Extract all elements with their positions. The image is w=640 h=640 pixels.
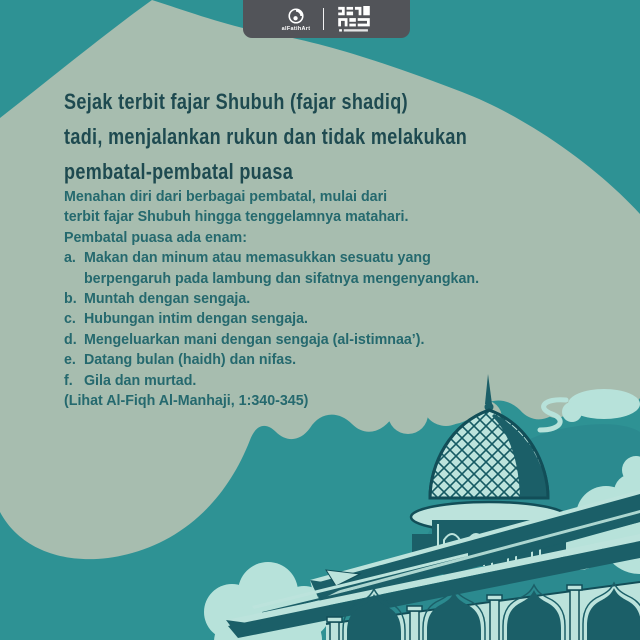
citation: (Lihat Al-Fiqh Al-Manhaji, 1:340-345) bbox=[64, 392, 309, 410]
list-item-text: Mengeluarkan mani dengan sengaja (al-istimnaa’). bbox=[83, 330, 425, 348]
list-item-d bbox=[64, 330, 479, 350]
list-letter: c. bbox=[64, 310, 76, 328]
list-item-text: Gila dan murtad. bbox=[83, 371, 197, 389]
heading-line-2: tadi, menjalankan rukun dan tidak melakukan bbox=[64, 124, 468, 149]
list-item-text: Makan dan minum atau memasukkan sesuatu yang bbox=[83, 249, 431, 267]
brand-tab bbox=[243, 0, 410, 38]
list-letter: b. bbox=[64, 290, 77, 308]
logo-divider bbox=[323, 8, 324, 30]
alfatihart-logo-label: alFatihArt bbox=[281, 25, 311, 32]
masjid-logo bbox=[337, 6, 371, 32]
list-item-text: Muntah dengan sengaja. bbox=[83, 290, 251, 308]
page-title bbox=[64, 84, 467, 189]
alfatihart-logo bbox=[282, 7, 311, 32]
list-item-a bbox=[64, 248, 479, 289]
intro-line-2: terbit fajar Shubuh hingga tenggelamnya matahari. bbox=[64, 208, 409, 226]
list-item-b bbox=[64, 289, 479, 309]
list-letter: a. bbox=[64, 249, 76, 267]
alfatihart-circle-icon bbox=[287, 7, 305, 25]
list-letter: f. bbox=[64, 371, 73, 389]
list-letter: d. bbox=[64, 330, 77, 348]
list-letter: e. bbox=[64, 351, 76, 369]
list-item-c bbox=[64, 309, 479, 329]
list-item-text: Datang bulan (haidh) dan nifas. bbox=[83, 351, 297, 369]
intro-line-1: Menahan diri dari berbagai pembatal, mulai dari bbox=[64, 188, 388, 205]
body-text bbox=[64, 187, 479, 411]
list-item-f bbox=[64, 371, 479, 391]
heading-line-1: Sejak terbit fajar Shubuh (fajar shadiq) bbox=[64, 89, 408, 114]
list-item-text: Hubungan intim dengan sengaja. bbox=[83, 310, 309, 328]
square-kufic-logo-icon bbox=[337, 6, 371, 32]
list-item-text: berpengaruh pada lambung dan sifatnya mengenyangkan. bbox=[83, 269, 480, 287]
intro-line-3: Pembatal puasa ada enam: bbox=[64, 228, 247, 246]
list-item-e bbox=[64, 350, 479, 370]
heading-line-3: pembatal-pembatal puasa bbox=[64, 159, 294, 184]
